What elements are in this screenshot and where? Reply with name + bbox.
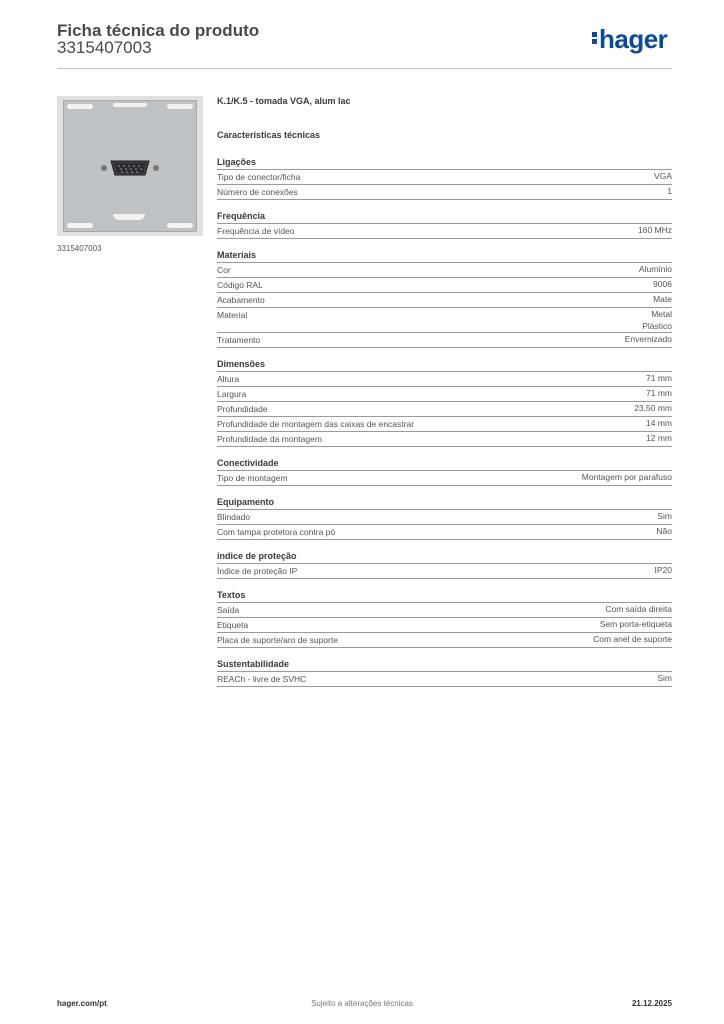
spec-label: Tipo de conector/ficha — [217, 172, 301, 182]
spec-section — [217, 658, 672, 687]
footer-website[interactable]: hager.com/pt — [57, 999, 107, 1008]
product-image — [57, 96, 203, 236]
spec-value — [593, 633, 672, 647]
spec-section — [217, 358, 672, 447]
spec-sections — [217, 156, 672, 687]
spec-value — [646, 372, 672, 386]
spec-value-line: 160 MHz — [637, 225, 672, 235]
spec-label: Com tampa protetora contra pó — [217, 527, 336, 537]
spec-value-line: Montagem por parafuso — [581, 472, 672, 482]
spec-value-line: Sim — [657, 511, 672, 521]
spec-row — [217, 263, 672, 278]
spec-row — [217, 603, 672, 618]
hager-logo — [592, 26, 667, 52]
spec-value — [638, 224, 672, 238]
spec-value — [582, 471, 672, 485]
spec-label: Cor — [217, 265, 231, 275]
spec-value-line: 14 mm — [646, 418, 672, 428]
page-title: Ficha técnica do produto — [57, 21, 260, 40]
header-divider — [57, 68, 672, 69]
spec-value — [639, 263, 672, 277]
spec-row — [217, 278, 672, 293]
spec-row — [217, 525, 672, 540]
spec-row — [217, 633, 672, 648]
logo-dots-icon — [592, 30, 598, 46]
spec-row — [217, 402, 672, 417]
section-title: Ligações — [217, 156, 672, 170]
image-caption: 3315407003 — [57, 244, 102, 253]
spec-row — [217, 224, 672, 239]
spec-label: Material — [217, 310, 248, 320]
footer-date: 21.12.2025 — [631, 999, 672, 1008]
spec-row — [217, 387, 672, 402]
spec-value-line: Alumínio — [638, 264, 672, 274]
spec-row — [217, 510, 672, 525]
spec-row — [217, 417, 672, 432]
spec-section — [217, 249, 672, 348]
spec-value — [625, 333, 672, 347]
spec-value — [653, 293, 672, 307]
spec-value — [646, 432, 672, 446]
spec-section — [217, 457, 672, 486]
spec-row — [217, 293, 672, 308]
vga-port-icon — [100, 159, 160, 177]
spec-value-line: Sim — [657, 673, 672, 683]
spec-value-line: Metal — [651, 309, 672, 319]
spec-label: Etiqueta — [217, 620, 249, 630]
tech-heading: Características técnicas — [217, 130, 321, 140]
footer-notice: Sujeito a alterações técnicas — [311, 999, 413, 1008]
spec-value — [667, 185, 672, 199]
spec-section — [217, 496, 672, 540]
spec-value-line: Envernizado — [624, 334, 672, 344]
spec-value-line: 23,50 mm — [634, 403, 672, 413]
product-code: 3315407003 — [57, 38, 152, 57]
spec-row — [217, 471, 672, 486]
cover-plate — [63, 100, 197, 232]
logo-text: hager — [599, 24, 668, 54]
spec-value — [655, 564, 673, 578]
section-title: índice de proteção — [217, 550, 672, 564]
spec-row — [217, 185, 672, 200]
spec-row — [217, 432, 672, 447]
slot-icon — [113, 214, 145, 220]
spec-label: Código RAL — [217, 280, 263, 290]
spec-section — [217, 550, 672, 579]
spec-label: Profundidade da montagem — [217, 434, 322, 444]
section-title: Conectividade — [217, 457, 672, 471]
spec-value-line: IP20 — [654, 565, 672, 575]
spec-value-line: 1 — [667, 186, 672, 196]
spec-value-line: Com saída direita — [605, 604, 672, 614]
spec-value-line: Plástico — [642, 321, 672, 331]
spec-value-line: 12 mm — [646, 433, 672, 443]
section-title: Frequência — [217, 210, 672, 224]
spec-value-line: 9006 — [653, 279, 672, 289]
spec-row — [217, 333, 672, 348]
slot-icon — [167, 223, 193, 228]
spec-value — [657, 510, 672, 524]
spec-value-line: Não — [656, 526, 672, 536]
slot-icon — [67, 223, 93, 228]
spec-label: Profundidade de montagem das caixas de encastrar — [217, 419, 415, 429]
spec-label: Placa de suporte/aro de suporte — [217, 635, 338, 645]
spec-row — [217, 564, 672, 579]
spec-label: Profundidade — [217, 404, 268, 414]
spec-value-line: Com anel de suporte — [593, 634, 672, 644]
spec-label: Número de conexões — [217, 187, 298, 197]
spec-value — [654, 170, 672, 184]
slot-icon — [113, 103, 147, 107]
slot-icon — [167, 104, 193, 109]
spec-value — [653, 278, 672, 292]
spec-label: Blindado — [217, 512, 251, 522]
spec-label: Saída — [217, 605, 240, 615]
section-title: Textos — [217, 589, 672, 603]
spec-value — [646, 387, 672, 401]
slot-icon — [67, 104, 93, 109]
spec-label: Largura — [217, 389, 247, 399]
spec-value — [646, 417, 672, 431]
spec-row — [217, 170, 672, 185]
spec-row — [217, 372, 672, 387]
spec-label: Tipo de montagem — [217, 473, 288, 483]
spec-row — [217, 308, 672, 333]
section-title: Materiais — [217, 249, 672, 263]
section-title: Sustentabilidade — [217, 658, 672, 672]
spec-value-line: 71 mm — [646, 388, 672, 398]
spec-row — [217, 618, 672, 633]
spec-label: Frequência de vídeo — [217, 226, 295, 236]
spec-row — [217, 672, 672, 687]
section-title: Dimensões — [217, 358, 672, 372]
spec-value-line: VGA — [654, 171, 672, 181]
spec-value — [600, 618, 672, 632]
spec-section — [217, 156, 672, 200]
spec-value — [634, 402, 672, 416]
spec-value — [656, 525, 672, 539]
spec-label: Altura — [217, 374, 240, 384]
spec-label: Acabamento — [217, 295, 265, 305]
spec-value — [642, 308, 672, 332]
spec-section — [217, 210, 672, 239]
product-name: K.1/K.5 - tomada VGA, alum lac — [217, 96, 351, 106]
spec-value-line: 71 mm — [646, 373, 672, 383]
spec-value-line: Mate — [653, 294, 672, 304]
spec-label: Índice de proteção IP — [217, 566, 298, 576]
spec-value-line: Sem porta-etiqueta — [599, 619, 672, 629]
spec-section — [217, 589, 672, 648]
spec-label: Tratamento — [217, 335, 261, 345]
spec-content — [217, 96, 672, 697]
spec-label: REACh - livre de SVHC — [217, 674, 307, 684]
spec-value — [657, 672, 672, 686]
section-title: Equipamento — [217, 496, 672, 510]
spec-value — [605, 603, 672, 617]
